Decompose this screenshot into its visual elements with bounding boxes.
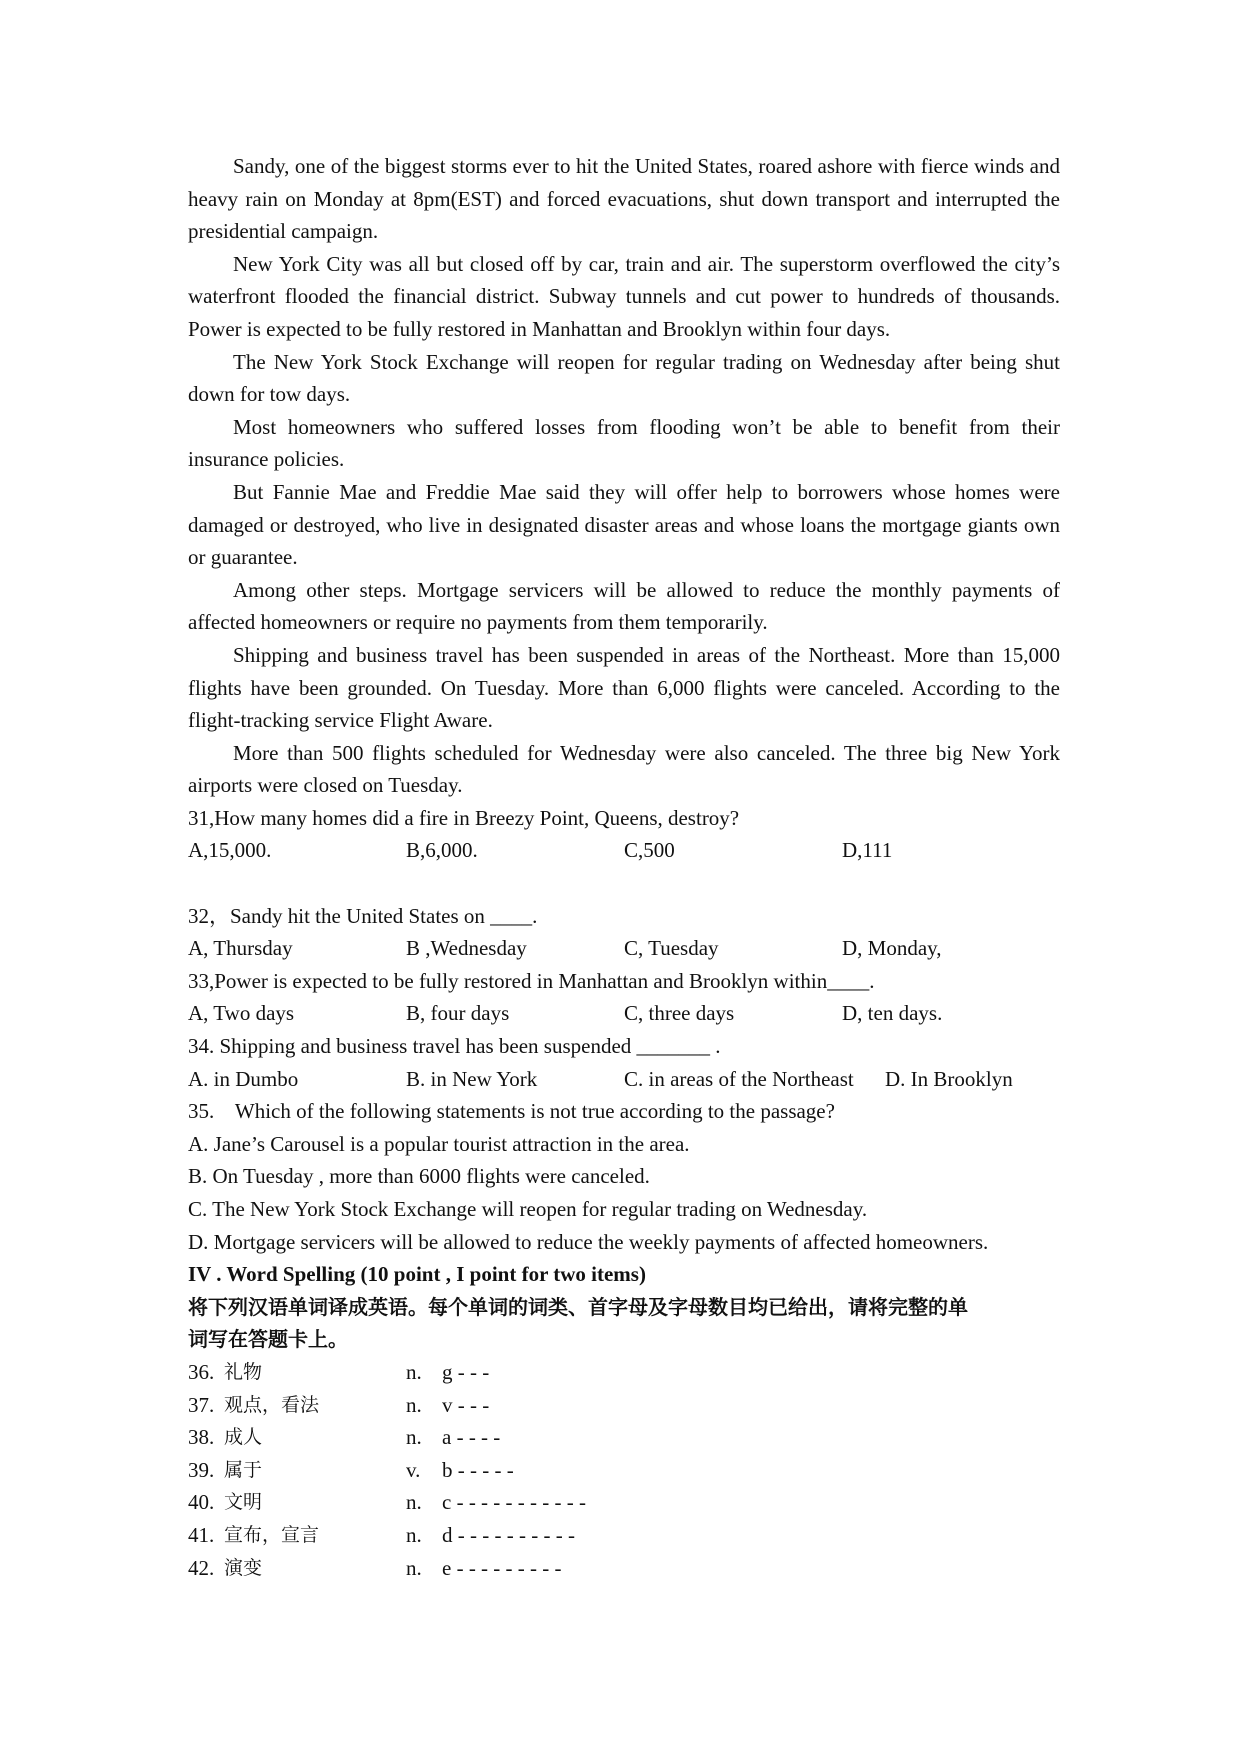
passage-paragraph-1: Sandy, one of the biggest storms ever to hit the United States, roared ashore with fierce winds and heavy rain on Monday at 8pm(EST) and forced evacuations, shut down transport and interrupted the presidential campaign.: [188, 154, 1060, 244]
question-35-stem: 35. Which of the following statements is not true according to the passage?: [188, 1099, 835, 1124]
word-item-41: [188, 1519, 1060, 1552]
section-instruction-line-1: 将下列汉语单词译成英语。每个单词的词类、首字母及字母数目均已给出，请将完整的单: [188, 1294, 968, 1319]
question-33-option-b: B, four days: [406, 1001, 510, 1026]
question-31-option-c: C,500: [624, 838, 675, 863]
word-item-chinese: 宣布，宣言: [224, 1523, 320, 1546]
word-item-number: 41.: [188, 1522, 215, 1547]
word-item-chinese: 观点，看法: [224, 1393, 320, 1416]
passage-paragraph-5: But Fannie Mae and Freddie Mae said they will offer help to borrowers whose homes were damaged or destroyed, who live in designated disaster areas and whose loans the mortgage giants own or guarantee.: [188, 479, 1060, 570]
question-35-option-d: D. Mortgage servicers will be allowed to reduce the weekly payments of affected homeowners.: [188, 1229, 989, 1254]
word-item-hint: c - - - - - - - - - - -: [442, 1490, 586, 1515]
question-34-options: [188, 1063, 1060, 1096]
question-32-option-a: A, Thursday: [188, 936, 293, 961]
word-item-hint: g - - -: [442, 1359, 490, 1384]
word-item-number: 38.: [188, 1425, 215, 1450]
question-33-option-d: D, ten days.: [842, 1001, 943, 1026]
word-item-39: [188, 1454, 1060, 1487]
passage-paragraph-7: Shipping and business travel has been suspended in areas of the Northeast. More than 15,000 flights have been grounded. On Tuesday. More than 6,000 flights were canceled. According to the flight-tracking service Flight Aware.: [188, 642, 1060, 733]
section-heading: IV . Word Spelling (10 point , I point for two items): [188, 1262, 646, 1287]
question-31-option-d: D,111: [842, 838, 893, 863]
question-33-option-a: A, Two days: [188, 1001, 295, 1026]
word-item-number: 42.: [188, 1555, 215, 1580]
word-item-number: 37.: [188, 1392, 215, 1417]
question-34-option-c: C. in areas of the Northeast: [624, 1066, 854, 1091]
question-31-option-a: A,15,000.: [188, 838, 272, 863]
exam-page: [188, 150, 1060, 1584]
passage-paragraph-2: New York City was all but closed off by car, train and air. The superstorm overflowed the city’s waterfront flooded the financial district. Subway tunnels and cut power to hundreds of thousands. Power is expected to be fully restored in Manhattan and Brooklyn within four days.: [188, 251, 1060, 341]
word-item-number: 40.: [188, 1490, 215, 1515]
word-item-chinese: 演变: [224, 1556, 263, 1579]
section-instruction-line-2: 词写在答题卡上。: [188, 1327, 348, 1352]
question-34-option-a: A. in Dumbo: [188, 1066, 299, 1091]
word-item-chinese: 属于: [224, 1458, 263, 1481]
passage-paragraph-6: Among other steps. Mortgage servicers will be allowed to reduce the monthly payments of affected homeowners or require no payments from them temporarily.: [188, 577, 1060, 635]
word-item-hint: d - - - - - - - - - -: [442, 1522, 575, 1547]
word-item-40: [188, 1486, 1060, 1519]
question-32-stem: 32，Sandy hit the United States on ____.: [188, 903, 538, 928]
word-item-42: [188, 1552, 1060, 1585]
word-item-chinese: 文明: [224, 1491, 263, 1514]
question-35-option-b: B. On Tuesday , more than 6000 flights were canceled.: [188, 1164, 650, 1189]
word-item-38: [188, 1421, 1060, 1454]
word-item-37: [188, 1389, 1060, 1422]
word-item-hint: e - - - - - - - - -: [442, 1555, 562, 1580]
question-32-options: [188, 932, 1060, 965]
word-item-pos: n.: [406, 1425, 422, 1450]
passage-paragraph-3: The New York Stock Exchange will reopen for regular trading on Wednesday after being shut down for tow days.: [188, 349, 1060, 407]
word-item-pos: n.: [406, 1392, 422, 1417]
word-item-36: [188, 1356, 1060, 1389]
question-32-option-c: C, Tuesday: [624, 936, 719, 961]
spacer: [188, 867, 1060, 900]
word-item-pos: n.: [406, 1359, 422, 1384]
question-34-stem: 34. Shipping and business travel has been suspended _______ .: [188, 1034, 721, 1059]
question-33-options: [188, 997, 1060, 1030]
word-item-number: 36.: [188, 1359, 215, 1384]
word-item-hint: b - - - - -: [442, 1457, 514, 1482]
question-31-stem: 31,How many homes did a fire in Breezy Point, Queens, destroy?: [188, 805, 740, 830]
question-31-options: [188, 834, 1060, 867]
passage-paragraph-8: More than 500 flights scheduled for Wednesday were also canceled. The three big New York airports were closed on Tuesday.: [188, 740, 1060, 798]
question-32-option-d: D, Monday,: [842, 936, 942, 961]
word-item-chinese: 礼物: [224, 1360, 263, 1383]
word-item-pos: v.: [406, 1457, 421, 1482]
question-31-option-b: B,6,000.: [406, 838, 478, 863]
word-item-chinese: 成人: [224, 1426, 263, 1449]
word-item-hint: a - - - -: [442, 1425, 501, 1450]
question-35-option-c: C. The New York Stock Exchange will reopen for regular trading on Wednesday.: [188, 1197, 868, 1221]
question-33-stem: 33,Power is expected to be fully restored in Manhattan and Brooklyn within____.: [188, 968, 875, 993]
question-34-option-d: D. In Brooklyn: [885, 1066, 1013, 1091]
passage-paragraph-4: Most homeowners who suffered losses from flooding won’t be able to benefit from their insurance policies.: [188, 414, 1060, 472]
word-item-hint: v - - -: [442, 1392, 490, 1417]
question-34-option-b: B. in New York: [406, 1066, 538, 1091]
question-35-option-a: A. Jane’s Carousel is a popular tourist attraction in the area.: [188, 1131, 690, 1156]
word-item-number: 39.: [188, 1457, 215, 1482]
question-32-option-b: B ,Wednesday: [406, 936, 527, 961]
word-item-pos: n.: [406, 1555, 422, 1580]
question-33-option-c: C, three days: [624, 1001, 735, 1026]
word-item-pos: n.: [406, 1522, 422, 1547]
word-item-pos: n.: [406, 1490, 422, 1515]
